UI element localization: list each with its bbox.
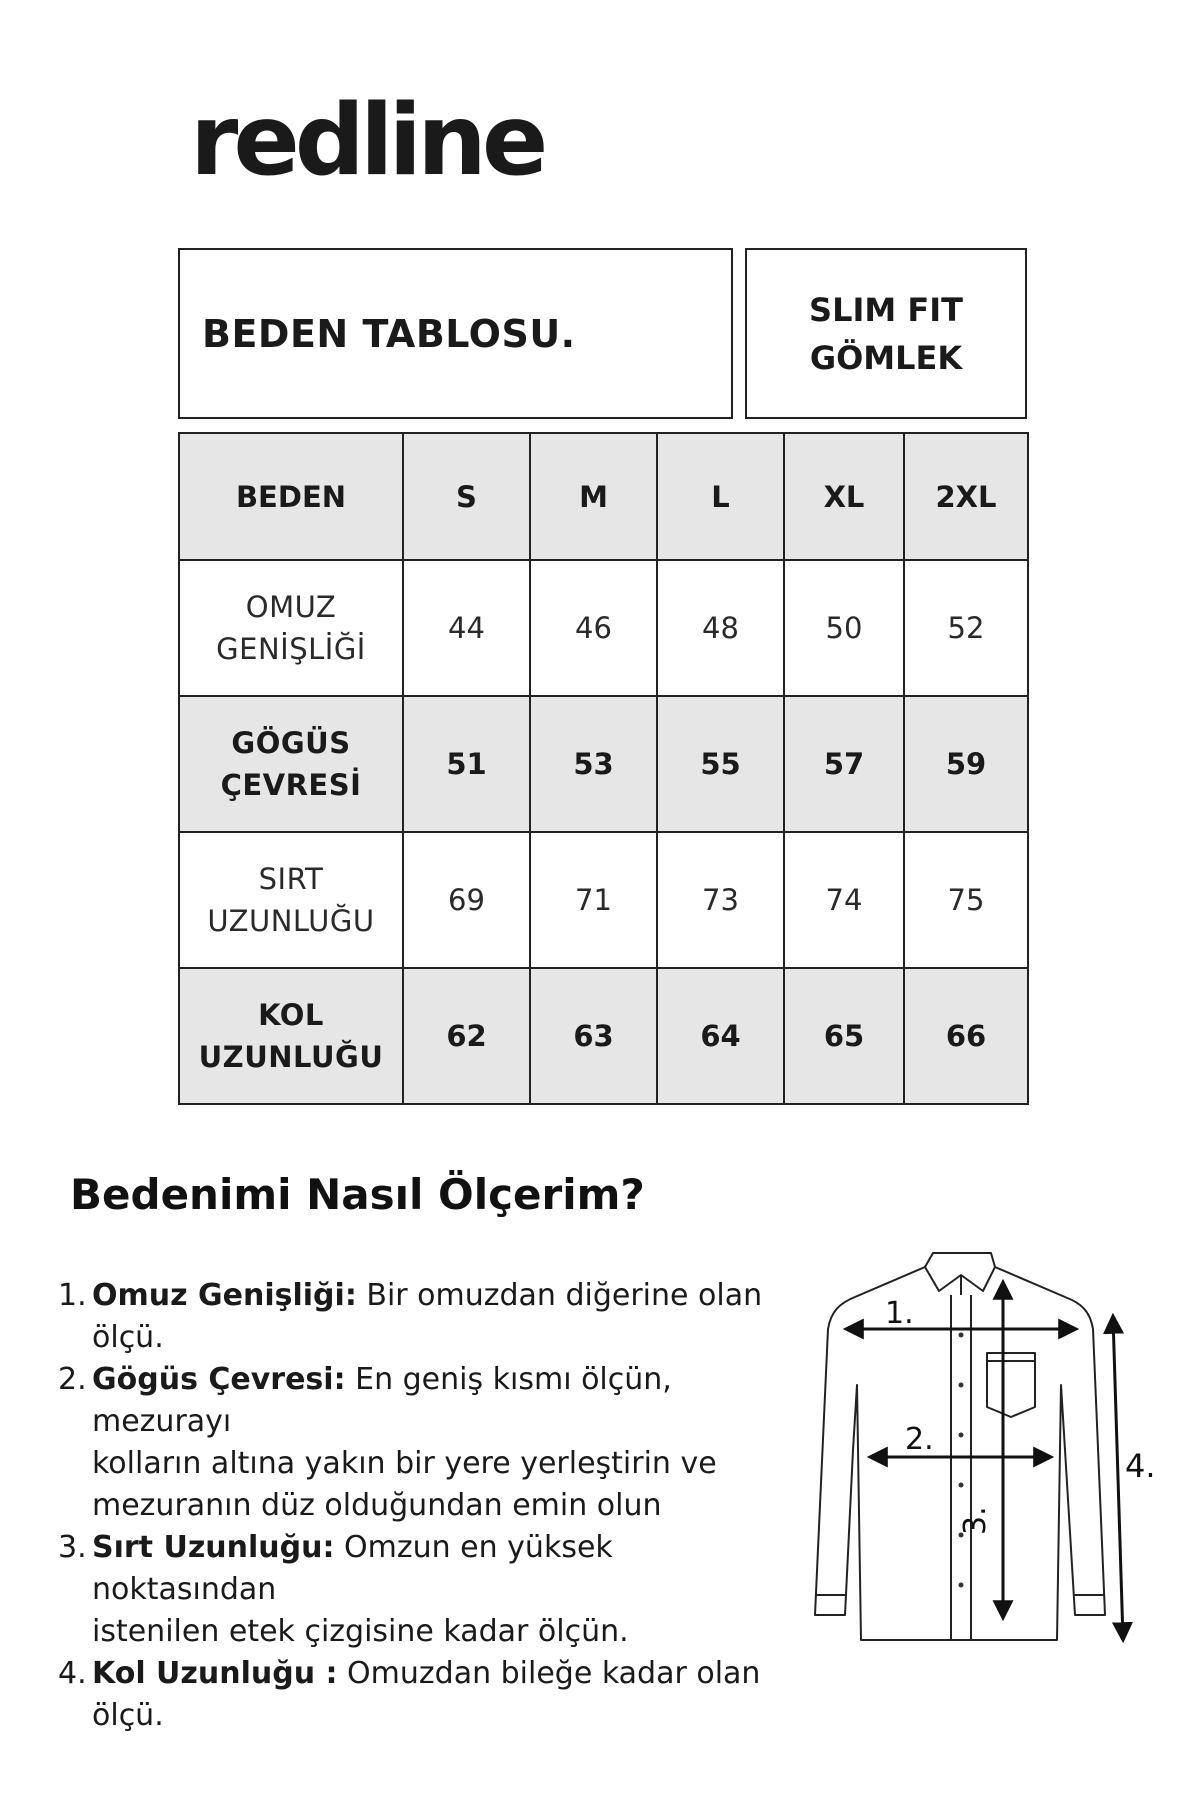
table-cell: 57: [784, 696, 904, 832]
fit-type-line1: SLIM FIT: [809, 290, 963, 329]
step-text: istenilen etek çizgisine kadar ölçün.: [92, 1614, 629, 1649]
table-cell: 64: [657, 968, 784, 1104]
row-label-back: [179, 832, 403, 968]
step-text: Omzun en yüksek noktasından: [92, 1530, 613, 1607]
size-header-s: S: [403, 433, 530, 560]
table-cell: 46: [530, 560, 657, 696]
table-cell: 52: [904, 560, 1028, 696]
table-cell: 53: [530, 696, 657, 832]
row-label-shoulder: [179, 560, 403, 696]
step-number: 1.: [58, 1278, 87, 1313]
size-header-row: [179, 433, 1028, 560]
row-label-line1: SIRT: [258, 862, 324, 896]
table-cell: 51: [403, 696, 530, 832]
size-chart-title-box: [178, 248, 733, 419]
row-label-line2: UZUNLUĞU: [198, 1040, 384, 1074]
table-cell: 59: [904, 696, 1028, 832]
table-cell: 75: [904, 832, 1028, 968]
step-term: Omuz Genişliği:: [92, 1278, 357, 1313]
table-row-back: [179, 832, 1028, 968]
shirt-diagram: [795, 1245, 1165, 1645]
size-header-xl: XL: [784, 433, 904, 560]
row-label-line2: GENİŞLİĞİ: [216, 632, 366, 666]
step-number: 4.: [58, 1656, 87, 1691]
sleeve-length-arrow-icon: [1113, 1317, 1123, 1639]
table-cell: 50: [784, 560, 904, 696]
button-dots: [959, 1333, 964, 1588]
table-cell: 63: [530, 968, 657, 1104]
table-cell: 71: [530, 832, 657, 968]
step-text: mezuranın düz olduğundan emin olun: [92, 1488, 662, 1523]
table-row-sleeve: [179, 968, 1028, 1104]
list-item: [60, 1359, 800, 1527]
measure-arrows: [847, 1283, 1123, 1639]
table-cell: 48: [657, 560, 784, 696]
table-cell: 74: [784, 832, 904, 968]
step-term: Kol Uzunluğu :: [92, 1656, 338, 1691]
table-row-shoulder: [179, 560, 1028, 696]
diagram-label-4: 4.: [1125, 1447, 1156, 1485]
step-number: 3.: [58, 1530, 87, 1565]
row-label-line1: KOL: [258, 998, 324, 1032]
row-label-line1: GÖGÜS: [231, 726, 351, 760]
step-term: Sırt Uzunluğu:: [92, 1530, 335, 1565]
size-header-m: M: [530, 433, 657, 560]
size-header-l: L: [657, 433, 784, 560]
list-item: [60, 1527, 800, 1653]
step-text: Bir omuzdan diğerine olan: [356, 1278, 763, 1313]
step-text: ölçü.: [92, 1698, 164, 1733]
size-header-label: BEDEN: [179, 433, 403, 560]
table-row-chest: [179, 696, 1028, 832]
table-cell: 69: [403, 832, 530, 968]
step-text: kolların altına yakın bir yere yerleştirin ve: [92, 1446, 717, 1481]
step-text: ölçü.: [92, 1320, 164, 1355]
size-header-2xl: 2XL: [904, 433, 1028, 560]
table-cell: 44: [403, 560, 530, 696]
table-cell: 66: [904, 968, 1028, 1104]
fit-type-line2: GÖMLEK: [809, 338, 963, 377]
table-cell: 62: [403, 968, 530, 1104]
diagram-label-1: 1.: [885, 1296, 914, 1331]
shirt-outline-icon: [815, 1253, 1105, 1640]
diagram-label-3: 3.: [958, 1506, 993, 1535]
row-label-sleeve: [179, 968, 403, 1104]
step-text: En geniş kısmı ölçün, mezurayı: [92, 1362, 672, 1439]
brand-logo: redline: [190, 84, 544, 198]
list-item: [60, 1653, 800, 1737]
step-text: Omuzdan bileğe kadar olan: [337, 1656, 761, 1691]
step-number: 2.: [58, 1362, 87, 1397]
diagram-label-2: 2.: [905, 1422, 934, 1457]
table-cell: 55: [657, 696, 784, 832]
row-label-chest: [179, 696, 403, 832]
row-label-line2: UZUNLUĞU: [207, 904, 375, 938]
list-item: [60, 1275, 800, 1359]
row-label-line1: OMUZ: [245, 590, 337, 624]
howto-steps: [60, 1275, 800, 1737]
step-term: Gögüs Çevresi:: [92, 1362, 346, 1397]
size-chart-title: BEDEN TABLOSU.: [202, 311, 576, 356]
howto-title: Bedenimi Nasıl Ölçerim?: [70, 1170, 645, 1219]
table-cell: 65: [784, 968, 904, 1104]
row-label-line2: ÇEVRESİ: [220, 768, 362, 802]
fit-type-box: [745, 248, 1027, 419]
size-table: [178, 432, 1029, 1105]
table-cell: 73: [657, 832, 784, 968]
